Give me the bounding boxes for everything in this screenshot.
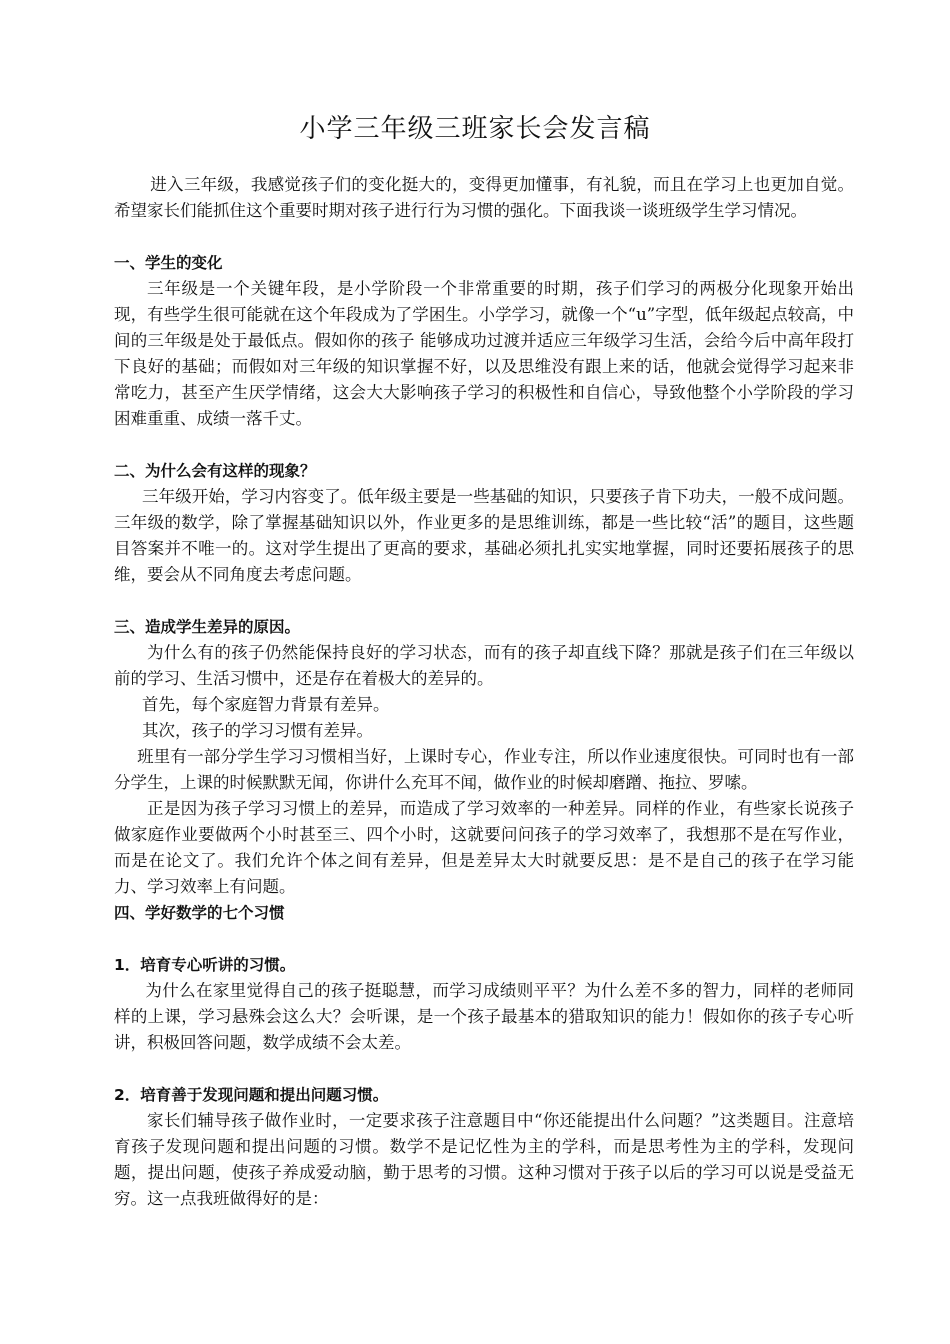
section-3-paragraph-3: 其次，孩子的学习习惯有差异。 — [142, 721, 374, 740]
habit-2-paragraph: 家长们辅导孩子做作业时，一定要求孩子注意题目中“你还能提出什么问题？”这类题目。注意培育孩子发现问题和提出问题的习惯。数学不是记忆性为主的学科，而是思考性为主的学科，发现问题，提出问题，使孩子养成爱动脑，勤于思考的习惯。这种习惯对于孩子以后的学习可以说是受益无穷。这一点我班做得好的是： — [114, 1111, 854, 1208]
spacer — [114, 926, 854, 952]
document-title: 小学三年级三班家长会发言稿 — [299, 114, 651, 144]
spacer — [114, 1056, 854, 1082]
section-3-heading: 三、造成学生差异的原因。 — [114, 618, 301, 636]
spacer — [114, 432, 854, 458]
section-3-paragraph-2: 首先，每个家庭智力背景有差异。 — [142, 695, 390, 714]
intro-paragraph: 进入三年级，我感觉孩子们的变化挺大的，变得更加懂事，有礼貌，而且在学习上也更加自觉。希望家长们能抓住这个重要时期对孩子进行行为习惯的强化。下面我谈一谈班级学生学习情况。 — [114, 175, 854, 220]
section-3-paragraph-4: 班里有一部分学生学习习惯相当好，上课时专心，作业专注，所以作业速度很快。可同时也有一部分学生，上课的时候默默无闻，你讲什么充耳不闻，做作业的时候却磨蹭、拖拉、罗嗦。 — [114, 747, 854, 792]
section-2-paragraph: 三年级开始，学习内容变了。低年级主要是一些基础的知识，只要孩子肯下功夫，一般不成问题。三年级的数学，除了掌握基础知识以外，作业更多的是思维训练，都是一些比较“活”的题目，这些题目答案并不唯一的。这对学生提出了更高的要求，基础必须扎扎实实地掌握，同时还要拓展孩子的思维，要会从不同角度去考虑问题。 — [114, 487, 854, 584]
section-4-heading: 四、学好数学的七个习惯 — [114, 904, 285, 922]
habit-1-heading: 1．培育专心听讲的习惯。 — [114, 956, 296, 974]
section-1-paragraph: 三年级是一个关键年段，是小学阶段一个非常重要的时期，孩子们学习的两极分化现象开始出现，有些学生很可能就在这个年段成为了学困生。小学学习，就像一个“u”字型，低年级起点较高，中间的三年级是处于最低点。假如你的孩子 能够成功过渡并适应三年级学习生活，会给今后中高年段打下良好的基础；而假如对三年级的知识掌握不好，以及思维没有跟上来的话，他就会觉得学习起来非常吃力，甚至产生厌学情绪，这会大大影响孩子学习的积极性和自信心，导致他整个小学阶段的学习困难重重、成绩一落千丈。 — [114, 279, 854, 428]
section-3-paragraph-5: 正是因为孩子学习习惯上的差异，而造成了学习效率的一种差异。同样的作业，有些家长说孩子做家庭作业要做两个小时甚至三、四个小时，这就要问问孩子的学习效率了，我想那不是在写作业，而是在论文了。我们允许个体之间有差异，但是差异太大时就要反思：是不是自己的孩子在学习能力、学习效率上有问题。 — [114, 799, 854, 896]
section-3-paragraph-1: 为什么有的孩子仍然能保持良好的学习状态，而有的孩子却直线下降？那就是孩子们在三年级以前的学习、生活习惯中，还是存在着极大的差异的。 — [114, 643, 854, 688]
habit-2-heading: 2．培育善于发现问题和提出问题习惯。 — [114, 1086, 389, 1104]
section-1-heading: 一、学生的变化 — [114, 254, 223, 272]
section-2-heading: 二、为什么会有这样的现象？ — [114, 462, 316, 480]
habit-1-paragraph: 为什么在家里觉得自己的孩子挺聪慧，而学习成绩则平平？为什么差不多的智力，同样的老师同样的上课，学习悬殊会这么大？会听课，是一个孩子最基本的猎取知识的能力！假如你的孩子专心听讲，积极回答问题，数学成绩不会太差。 — [114, 981, 854, 1052]
spacer — [114, 588, 854, 614]
spacer — [114, 224, 854, 250]
document-body — [114, 172, 854, 1212]
